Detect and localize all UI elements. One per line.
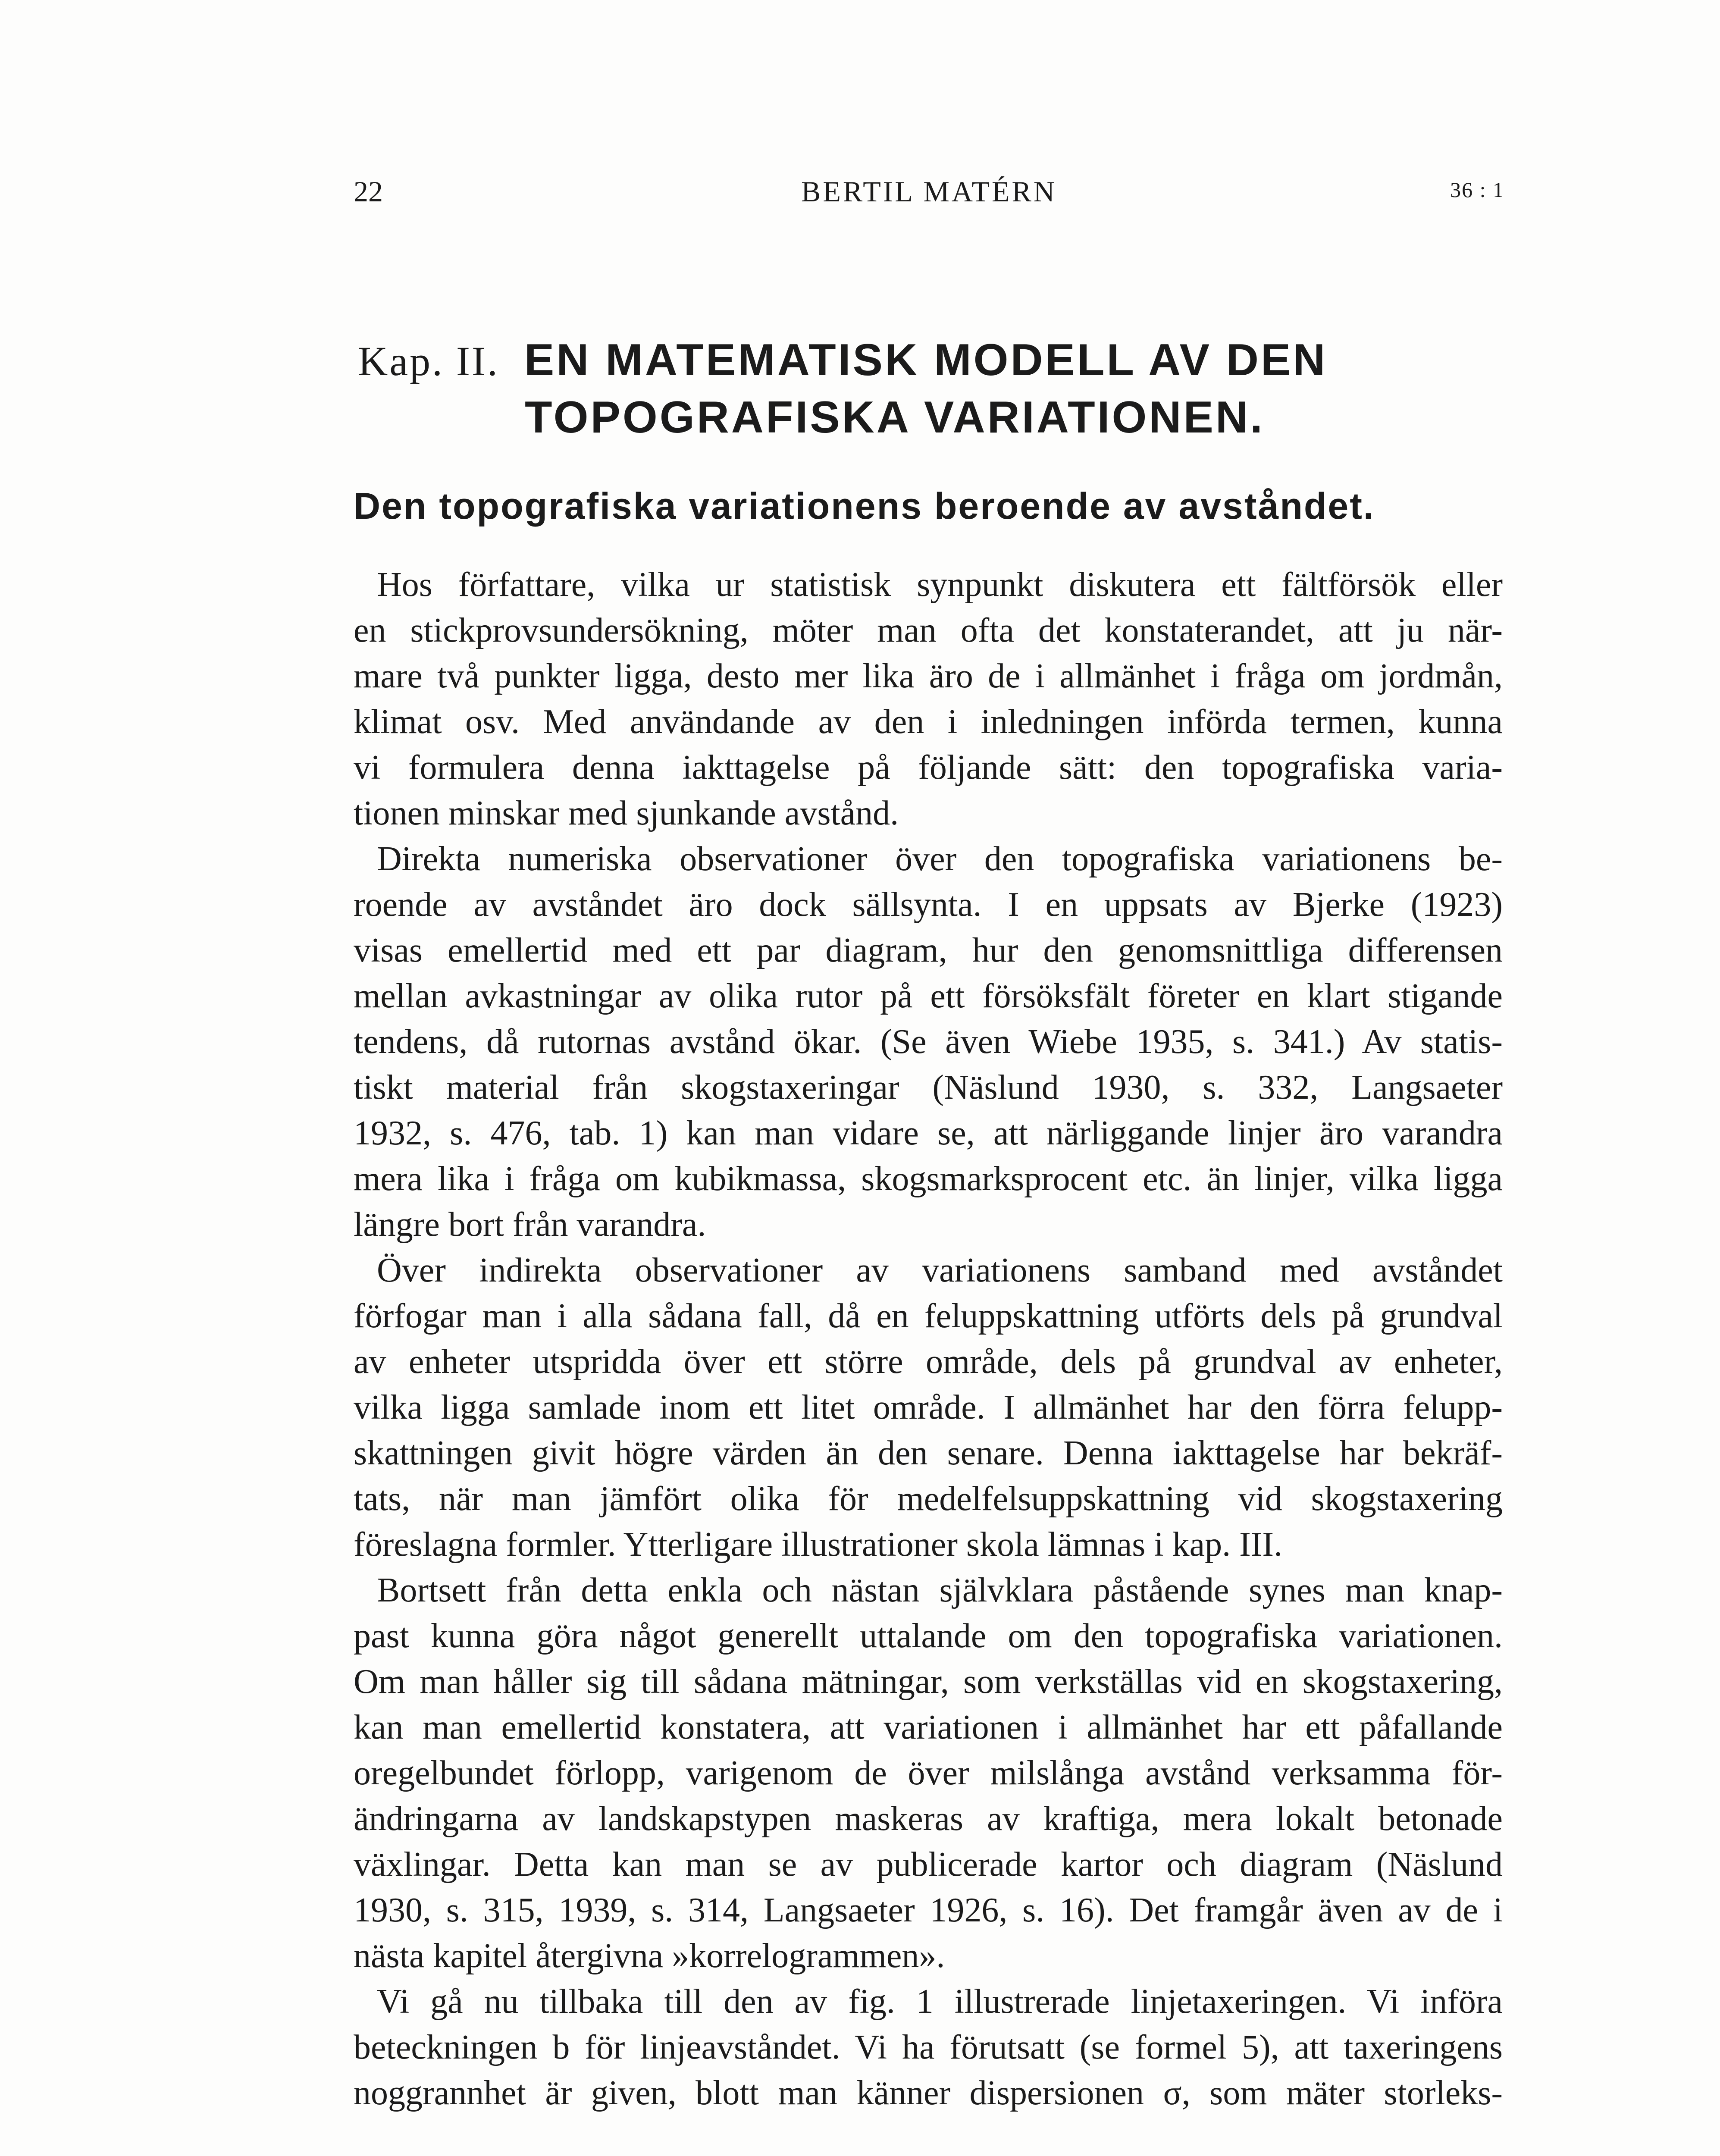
text-line: ändringarna av landskapstypen maskeras av kraftiga, mera lokalt betonade [354,1800,1503,1838]
text-line: vilka ligga samlade inom ett litet område. I allmänhet har den förra felupp- [354,1388,1503,1426]
text-line: av enheter utspridda över ett större område, dels på grundval av enheter, [354,1343,1503,1381]
chapter-title-line-1: EN MATEMATISK MODELL AV DEN [524,335,1328,385]
text-line: Direkta numeriska observationer över den topografiska variationens be- [377,840,1503,878]
chapter-label: Kap. II. [358,338,499,384]
text-line: klimat osv. Med användande av den i inledningen införda termen, kunna [354,703,1503,741]
text-line: kan man emellertid konstatera, att variationen i allmänhet har ett påfallande [354,1708,1503,1746]
text-line: förfogar man i alla sådana fall, då en feluppskattning utförts dels på grundval [354,1297,1503,1335]
text-line: tiskt material från skogstaxeringar (Näslund 1930, s. 332, Langsaeter [354,1069,1503,1106]
text-line: visas emellertid med ett par diagram, hur den genomsnittliga differensen [354,931,1503,969]
text-line: tendens, då rutornas avstånd ökar. (Se även Wiebe 1935, s. 341.) Av statis- [354,1023,1503,1061]
text-line: beteckningen b för linjeavståndet. Vi ha förutsatt (se formel 5), att taxeringens [354,2028,1503,2066]
text-line: mellan avkastningar av olika rutor på ett försöksfält företer en klart stigande [354,977,1503,1015]
text-line: Vi gå nu tillbaka till den av fig. 1 illustrerade linjetaxeringen. Vi införa [377,1983,1503,2021]
text-line: skattningen givit högre värden än den senare. Denna iakttagelse har bekräf- [354,1434,1503,1472]
volume-number: 36 : 1 [1450,178,1504,202]
text-line: vi formulera denna iakttagelse på följande sätt: den topografiska varia- [354,749,1503,787]
text-line: roende av avståndet äro dock sällsynta. I en uppsats av Bjerke (1923) [354,886,1503,924]
paragraph-4 [354,1567,1503,1979]
text-line: tats, när man jämfört olika för medelfelsuppskattning vid skogstaxering [354,1480,1503,1518]
text-line: noggrannhet är given, blott man känner dispersionen σ, som mäter storleks- [354,2074,1503,2112]
paragraph-2 [354,836,1503,1247]
text-line: nästa kapitel återgivna »korrelogrammen». [354,1937,945,1975]
text-line: Om man håller sig till sådana mätningar, som verkställas vid en skogstaxering, [354,1663,1503,1701]
text-line: oregelbundet förlopp, varigenom de över milslånga avstånd verksamma för- [354,1754,1503,1792]
text-line: 1930, s. 315, 1939, s. 314, Langsaeter 1926, s. 16). Det framgår även av de i [354,1891,1503,1929]
body-text [354,562,1503,2116]
text-line: en stickprovsundersökning, möter man ofta det konstaterandet, att ju när- [354,611,1503,649]
text-line: föreslagna formler. Ytterligare illustrationer skola lämnas i kap. III. [354,1526,1283,1564]
text-line: mera lika i fråga om kubikmassa, skogsmarksprocent etc. än linjer, vilka ligga [354,1160,1503,1198]
text-line: mare två punkter ligga, desto mer lika äro de i allmänhet i fråga om jordmån, [354,657,1503,695]
text-line: 1932, s. 476, tab. 1) kan man vidare se, att närliggande linjer äro varandra [354,1114,1503,1152]
paragraph-3 [354,1247,1503,1567]
text-line: past kunna göra något generellt uttalande om den topografiska variationen. [354,1617,1503,1655]
text-line: Över indirekta observationer av variationens samband med avståndet [377,1251,1503,1289]
running-header [354,175,1504,218]
text-line: Hos författare, vilka ur statistisk synpunkt diskutera ett fältförsök eller [377,566,1503,604]
text-line: växlingar. Detta kan man se av publicerade kartor och diagram (Näslund [354,1846,1503,1883]
paragraph-1 [354,562,1503,836]
text-line: Bortsett från detta enkla och nästan självklara påstående synes man knap- [377,1571,1503,1609]
section-title: Den topografiska variationens beroende av avståndet. [354,486,1375,527]
running-title-author: BERTIL MATÉRN [801,175,1057,208]
chapter-heading [354,332,1504,445]
paragraph-5 [354,1979,1503,2116]
chapter-title-line-2: TOPOGRAFISKA VARIATIONEN. [525,392,1265,442]
text-line: tionen minskar med sjunkande avstånd. [354,794,899,832]
page-number: 22 [354,175,383,208]
text-line: längre bort från varandra. [354,1206,706,1244]
